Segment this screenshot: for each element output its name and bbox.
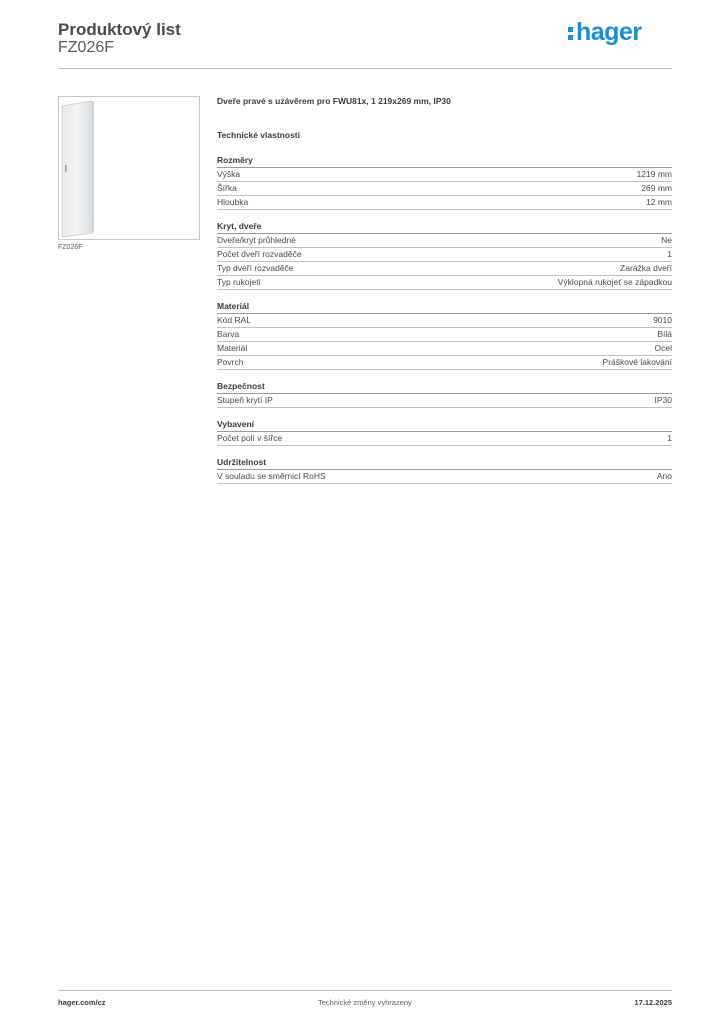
spec-row [217, 196, 672, 210]
spec-value: Bílá [657, 329, 672, 339]
spec-row [217, 432, 672, 446]
spec-value: 1 [667, 433, 672, 443]
spec-label: Hloubka [217, 197, 249, 207]
spec-row [217, 276, 672, 290]
spec-value: 269 mm [641, 183, 672, 193]
spec-row [217, 262, 672, 276]
spec-label: Šířka [217, 183, 237, 193]
spec-label: Povrch [217, 357, 244, 367]
product-image [58, 96, 200, 240]
spec-label: Stupeň krytí IP [217, 395, 273, 405]
spec-label: Počet dveří rozvaděče [217, 249, 302, 259]
spec-label: Typ dveří rozvaděče [217, 263, 294, 273]
spec-label: Typ rukojeti [217, 277, 261, 287]
spec-row [217, 394, 672, 408]
spec-value: Ocel [654, 343, 672, 353]
spec-label: Dveře/kryt průhledné [217, 235, 296, 245]
spec-label: Kód RAL [217, 315, 252, 325]
product-image-caption: FZ026F [58, 244, 83, 251]
technical-properties-heading: Technické vlastnosti [217, 130, 300, 140]
section-safety [217, 381, 672, 408]
footer-divider [58, 990, 672, 991]
spec-value: Ne [661, 235, 672, 245]
footer-date: 17.12.2025 [634, 998, 672, 1007]
hager-logo[interactable] [566, 14, 658, 48]
footer-notice: Technické změny vyhrazeny [318, 998, 412, 1007]
product-details [217, 96, 672, 484]
spec-label: Materiál [217, 343, 248, 353]
product-code: FZ026F [58, 39, 115, 56]
spec-value: Ano [656, 471, 672, 481]
spec-value: 1 [667, 249, 672, 259]
spec-value: Práškové lakování [602, 357, 672, 367]
spec-value: IP30 [654, 395, 672, 405]
door-icon [59, 97, 199, 239]
spec-row [217, 470, 672, 484]
spec-row [217, 328, 672, 342]
section-title: Materiál [217, 301, 672, 314]
spec-value: 12 mm [646, 197, 672, 207]
footer-website-link[interactable]: hager.com/cz [58, 998, 106, 1007]
section-title: Bezpečnost [217, 381, 672, 394]
section-cover-door [217, 221, 672, 290]
spec-row [217, 234, 672, 248]
spec-label: Barva [217, 329, 240, 339]
spec-label: Výška [217, 169, 241, 179]
spec-row [217, 356, 672, 370]
section-title: Vybavení [217, 419, 672, 432]
spec-row [217, 314, 672, 328]
spec-value: 9010 [653, 315, 672, 325]
section-title: Kryt, dveře [217, 221, 672, 234]
section-title: Udržitelnost [217, 457, 672, 470]
section-title: Rozměry [217, 155, 672, 168]
spec-value: Zarážka dveří [620, 263, 672, 273]
page-title: Produktový list [58, 20, 181, 39]
spec-value: 1219 mm [636, 169, 672, 179]
logo-text: hager [576, 18, 642, 46]
header-divider [58, 68, 672, 69]
spec-row [217, 182, 672, 196]
section-equipment [217, 419, 672, 446]
product-description: Dveře pravé s uzávěrem pro FWU81x, 1 219x269 mm, IP30 [217, 96, 451, 106]
spec-label: Počet polí v šířce [217, 433, 283, 443]
section-material [217, 301, 672, 370]
spec-row [217, 342, 672, 356]
section-dimensions [217, 155, 672, 210]
spec-row [217, 168, 672, 182]
section-sustainability [217, 457, 672, 484]
spec-label: V souladu se směrnicí RoHS [217, 471, 326, 481]
spec-row [217, 248, 672, 262]
spec-value: Výklopná rukojeť se západkou [557, 277, 672, 287]
